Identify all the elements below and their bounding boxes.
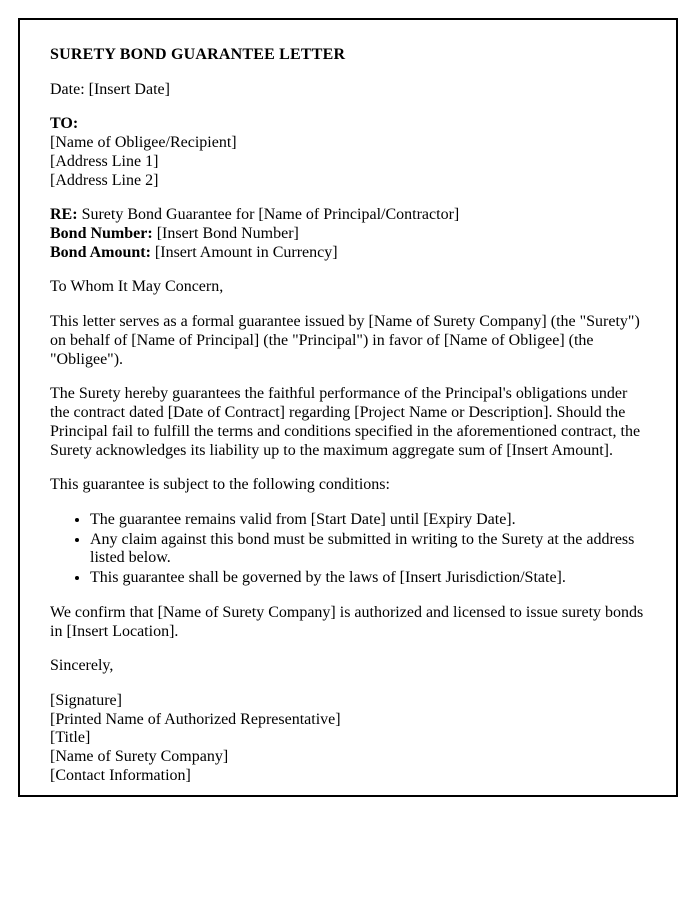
closing-line: Sincerely, xyxy=(50,657,114,675)
letter-title: SURETY BOND GUARANTEE LETTER xyxy=(50,46,346,63)
condition-item-claims: • Any claim against this bond must be submitted in writing to the Surety at the address listed below. xyxy=(90,531,646,568)
date-line: Date: [Insert Date] xyxy=(50,80,170,98)
to-label: TO: xyxy=(50,115,79,133)
re-label: RE: xyxy=(50,206,78,224)
bond-number-label: Bond Number: xyxy=(50,225,153,243)
recipient-address-line-1: [Address Line 1] xyxy=(50,152,159,170)
signature-block xyxy=(50,692,646,786)
recipient-block xyxy=(50,115,646,190)
letter-frame xyxy=(18,18,678,797)
reference-block xyxy=(50,206,646,262)
bond-amount-line xyxy=(50,244,646,263)
re-text: Surety Bond Guarantee for [Name of Principal/Contractor] xyxy=(81,206,460,224)
recipient-address-line-2: [Address Line 2] xyxy=(50,171,159,189)
bond-number-text: [Insert Bond Number] xyxy=(156,225,299,243)
printed-name-line: [Printed Name of Authorized Representative] xyxy=(50,710,341,728)
re-line xyxy=(50,206,646,225)
bond-amount-label: Bond Amount: xyxy=(50,243,151,261)
title-line: [Title] xyxy=(50,729,91,747)
bond-amount-text: [Insert Amount in Currency] xyxy=(154,243,338,261)
salutation: To Whom It May Concern, xyxy=(50,278,224,296)
recipient-name-line: [Name of Obligee/Recipient] xyxy=(50,134,237,152)
confirmation-paragraph: We confirm that [Name of Surety Company] is authorized and licensed to issue surety bonds in [Insert Location]. xyxy=(50,603,644,640)
condition-item-validity: • The guarantee remains valid from [Start Date] until [Expiry Date]. xyxy=(90,511,646,530)
signature-line: [Signature] xyxy=(50,691,122,709)
conditions-list xyxy=(50,511,646,588)
company-name-line: [Name of Surety Company] xyxy=(50,748,229,766)
bond-number-line xyxy=(50,225,646,244)
paragraph-guarantee: The Surety hereby guarantees the faithful performance of the Principal's obligations under the contract dated [Date of Contract] regarding [Project Name or Description]. Should the Principal fail to fulfill the terms and conditions specified in the aforementioned contract, the Surety acknowledges its liability up to the maximum aggregate sum of [Insert Amount]. xyxy=(50,385,641,459)
conditions-intro: This guarantee is subject to the following conditions: xyxy=(50,476,390,494)
paragraph-intro: This letter serves as a formal guarantee issued by [Name of Surety Company] (the "Surety") on behalf of [Name of Principal] (the "Principal") in favor of [Name of Obligee] (the "Obligee"). xyxy=(50,313,640,368)
contact-info-line: [Contact Information] xyxy=(50,766,191,784)
condition-item-jurisdiction: • This guarantee shall be governed by the laws of [Insert Jurisdiction/State]. xyxy=(90,569,646,588)
